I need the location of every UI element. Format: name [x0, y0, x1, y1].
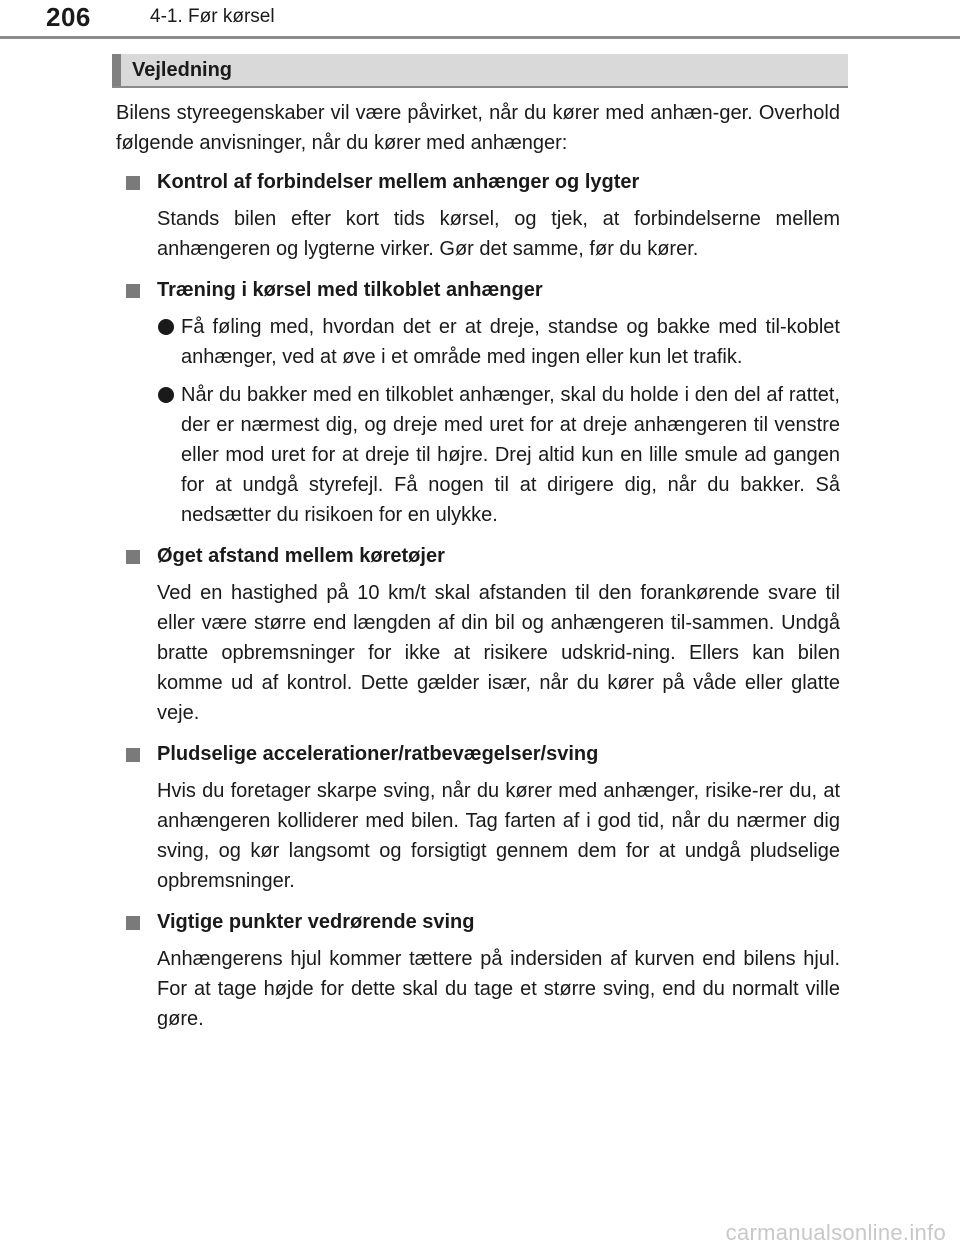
list-item-text: Få føling med, hvordan det er at dreje, standse og bakke med til-koblet anhænger, ved at øve i et område med ingen eller kun let trafik.	[181, 316, 840, 368]
item-heading-text: Pludselige accelerationer/ratbevægelser/sving	[157, 743, 599, 765]
section-header	[112, 54, 848, 88]
section-title: Vejledning	[132, 59, 233, 81]
item-heading-text: Træning i kørsel med tilkoblet anhænger	[157, 279, 543, 301]
item-heading	[116, 275, 840, 305]
square-bullet-icon	[126, 284, 140, 298]
list-item	[116, 380, 840, 530]
item-paragraph: Anhængerens hjul kommer tættere på indersiden af kurven end bilens hjul. For at tage højde for dette skal du tage et større sving, end du normalt ville gøre.	[157, 948, 840, 1030]
item-paragraph: Ved en hastighed på 10 km/t skal afstanden til den forankørende svare til eller være større end længden af din bil og anhængeren til-sammen. Undgå bratte opbremsninger for ikke at risikere udskrid-ning. Ellers kan bilen komme ud af kontrol. Dette gælder især, når du kører på våde eller glatte veje.	[157, 582, 840, 724]
item-heading-text: Kontrol af forbindelser mellem anhænger og lygter	[157, 171, 640, 193]
square-bullet-icon	[126, 176, 140, 190]
square-bullet-icon	[126, 748, 140, 762]
chapter-title: 4-1. Før kørsel	[150, 6, 275, 27]
item-paragraph: Stands bilen efter kort tids kørsel, og tjek, at forbindelserne mellem anhængeren og lygterne virker. Gør det samme, før du kører.	[157, 208, 840, 260]
item-heading	[116, 907, 840, 937]
item-heading-text: Øget afstand mellem køretøjer	[157, 545, 445, 567]
item-heading-text: Vigtige punkter vedrørende sving	[157, 911, 475, 933]
header-rule	[0, 36, 960, 39]
page-number: 206	[46, 2, 91, 32]
round-bullet-icon	[158, 387, 174, 403]
item-heading	[116, 167, 840, 197]
list-item	[116, 312, 840, 372]
item-heading	[116, 541, 840, 571]
round-bullet-icon	[158, 319, 174, 335]
content	[116, 98, 840, 1045]
section-tab	[112, 54, 121, 86]
item-heading	[116, 739, 840, 769]
square-bullet-icon	[126, 550, 140, 564]
item-paragraph: Hvis du foretager skarpe sving, når du kører med anhænger, risike-rer du, at anhængeren kolliderer med bilen. Tag farten af i god tid, når du nærmer dig sving, og kør langsomt og forsigtigt gennem dem for at undgå pludselige opbremsninger.	[157, 780, 840, 892]
intro-paragraph: Bilens styreegenskaber vil være påvirket, når du kører med anhæn-ger. Overhold følgende anvisninger, når du kører med anhænger:	[116, 102, 840, 154]
list-item-text: Når du bakker med en tilkoblet anhænger, skal du holde i den del af rattet, der er nærmest dig, og dreje med uret for at dreje anhængeren til venstre eller mod uret for at dreje til højre. Drej altid kun en lille smule ad gangen for at undgå styrefejl. Få nogen til at dirigere dig, når du bakker. Så nedsætter du risikoen for en ulykke.	[181, 384, 840, 526]
watermark: carmanualsonline.info	[725, 1220, 946, 1245]
square-bullet-icon	[126, 916, 140, 930]
